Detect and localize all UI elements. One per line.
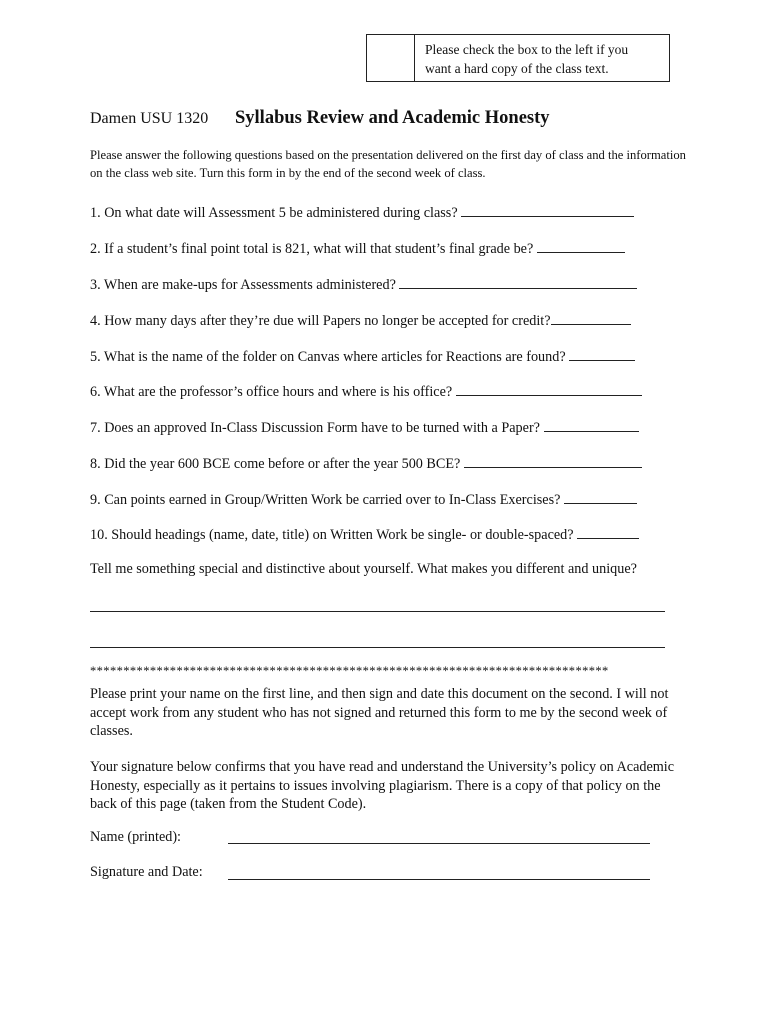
question-4 <box>90 311 631 330</box>
answer-blank[interactable] <box>456 382 642 396</box>
question-5 <box>90 347 635 366</box>
hard-copy-checkbox[interactable] <box>367 35 415 81</box>
answer-blank[interactable] <box>464 454 642 468</box>
signature-statement: Your signature below confirms that you have read and understand the University’s policy on Academic Honesty, especially as it pertains to issues involving plagiarism. There is a copy of that policy on the back of this page (taken from the Student Code). <box>90 759 675 812</box>
question-text: 5. What is the name of the folder on Canvas where articles for Reactions are found? <box>90 349 566 365</box>
hard-copy-text-line2: want a hard copy of the class text. <box>425 61 609 76</box>
print-instructions: Please print your name on the first line, and then sign and date this document on the second. I will not accept work from any student who has not signed and returned this form to me by the second week of classes. <box>90 686 669 739</box>
question-8 <box>90 454 642 473</box>
question-1 <box>90 203 634 222</box>
question-text: 1. On what date will Assessment 5 be administered during class? <box>90 205 458 221</box>
question-text: 9. Can points earned in Group/Written Work be carried over to In-Class Exercises? <box>90 492 561 508</box>
answer-blank[interactable] <box>569 347 635 361</box>
question-text: 2. If a student’s final point total is 821, what will that student’s final grade be? <box>90 241 534 257</box>
hard-copy-box <box>366 34 670 82</box>
question-6 <box>90 382 642 401</box>
course-code: Damen USU 1320 <box>90 110 209 127</box>
question-3 <box>90 275 637 294</box>
answer-blank[interactable] <box>564 490 637 504</box>
answer-blank[interactable] <box>577 525 639 539</box>
answer-blank[interactable] <box>537 239 625 253</box>
question-7 <box>90 418 639 437</box>
special-prompt: Tell me something special and distinctive about yourself. What makes you different and unique? <box>90 561 637 577</box>
question-text: 4. How many days after they’re due will Papers no longer be accepted for credit? <box>90 313 551 329</box>
separator: ****************************************************************************** <box>90 664 609 678</box>
instructions-text: Please answer the following questions based on the presentation delivered on the first day of class and the information on the class web site. Turn this form in by the end of the second week of class. <box>90 148 686 180</box>
question-text: 8. Did the year 600 BCE come before or after the year 500 BCE? <box>90 456 461 472</box>
question-text: 7. Does an approved In-Class Discussion Form have to be turned with a Paper? <box>90 420 540 436</box>
special-answer-line-1[interactable] <box>90 611 665 612</box>
name-field[interactable] <box>228 843 650 844</box>
question-2 <box>90 239 625 258</box>
hard-copy-instructions <box>415 35 628 81</box>
name-label: Name (printed): <box>90 829 181 845</box>
special-answer-line-2[interactable] <box>90 647 665 648</box>
signature-field[interactable] <box>228 879 650 880</box>
question-text: 3. When are make-ups for Assessments administered? <box>90 277 396 293</box>
question-9 <box>90 490 637 509</box>
page-title: Syllabus Review and Academic Honesty <box>235 108 550 128</box>
question-text: 6. What are the professor’s office hours and where is his office? <box>90 384 453 400</box>
answer-blank[interactable] <box>399 275 637 289</box>
answer-blank[interactable] <box>544 418 639 432</box>
hard-copy-text-line1: Please check the box to the left if you <box>425 42 629 57</box>
answer-blank[interactable] <box>461 203 634 217</box>
question-10 <box>90 525 639 544</box>
answer-blank[interactable] <box>551 311 631 325</box>
question-text: 10. Should headings (name, date, title) on Written Work be single- or double-spaced? <box>90 527 574 543</box>
signature-label: Signature and Date: <box>90 864 203 880</box>
